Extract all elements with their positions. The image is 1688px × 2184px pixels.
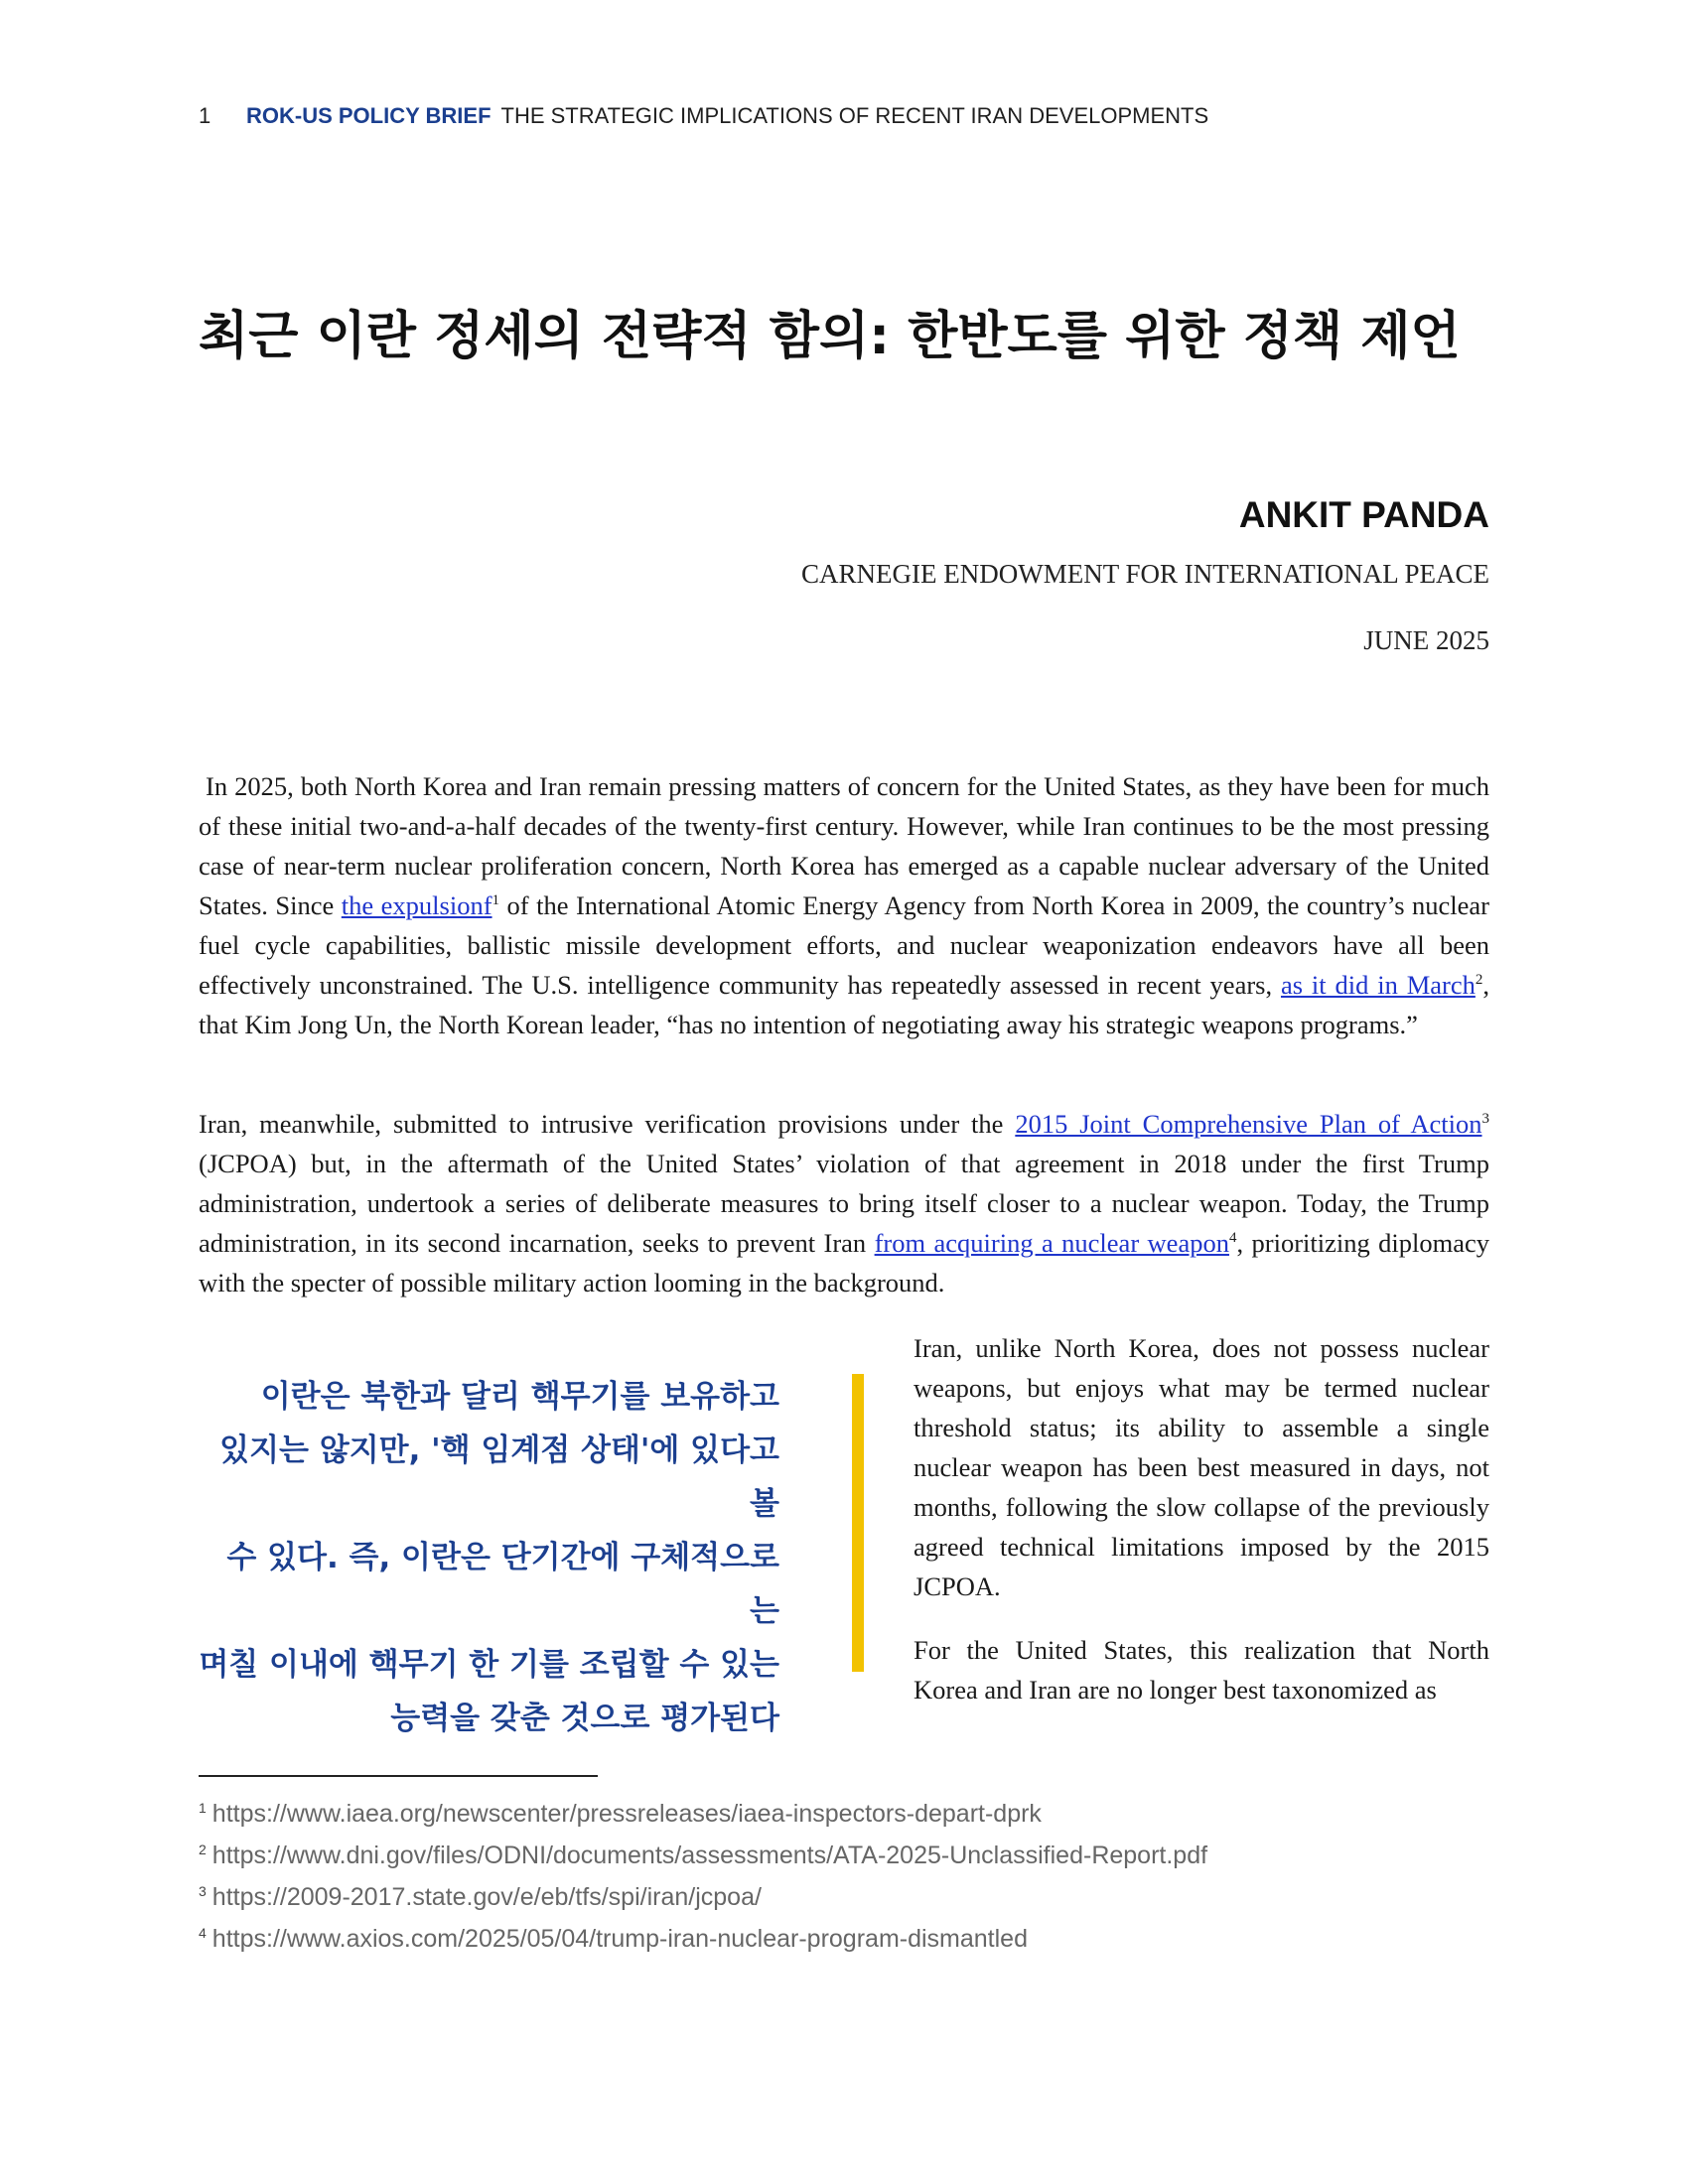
footnote-url[interactable]: https://www.iaea.org/newscenter/pressreleases/iaea-inspectors-depart-dprk: [211, 1800, 1042, 1828]
publication-date: JUNE 2025: [1363, 625, 1489, 655]
body-paragraph-2: [199, 1104, 1489, 1302]
pull-quote-line: 수 있다. 즉, 이란은 단기간에 구체적으로는: [226, 1540, 779, 1629]
author-name: ANKIT PANDA: [1238, 494, 1489, 535]
pull-quote-line: 며칠 이내에 핵무기 한 기를 조립할 수 있는: [199, 1647, 779, 1683]
footnote-number: 1: [199, 1799, 207, 1816]
footnote-ref-3[interactable]: 3: [1481, 1111, 1489, 1128]
running-header: [199, 103, 1208, 129]
column-paragraph-1: Iran, unlike North Korea, does not possess nuclear weapons, but enjoys what may be termed nuclear threshold status; its ability to assemble a single nuclear weapon has been best measured in days, not months, following the slow collapse of the previously agreed technical limitations imposed by the 2015 JCPOA.: [914, 1333, 1489, 1601]
footnote-ref-2[interactable]: 2: [1475, 972, 1483, 989]
author-affiliation: CARNEGIE ENDOWMENT FOR INTERNATIONAL PEACE: [801, 559, 1489, 589]
footnotes: [199, 1793, 1207, 1960]
footnote-url[interactable]: https://2009-2017.state.gov/e/eb/tfs/spi/iran/jcpoa/: [211, 1883, 762, 1911]
pull-quote-line: 이란은 북한과 달리 핵무기를 보유하고: [260, 1379, 779, 1415]
column-paragraph-2: For the United States, this realization that North Korea and Iran are no longer best taxonomized as: [914, 1635, 1489, 1705]
document-title: 최근 이란 정세의 전략적 함의: 한반도를 위한 정책 제언: [199, 307, 1461, 366]
footnote-1: [199, 1793, 1207, 1835]
footnote-ref-4[interactable]: 4: [1228, 1230, 1237, 1247]
paragraph-text: (JCPOA) but, in the aftermath of the United States’ violation of that agreement in 2018 under the first Trump administration, undertook a series of deliberate measures to bring itself closer to a nuclear weapon. Today, the Trump administration, in its second incarnation, seeks to prevent Iran: [199, 1149, 1489, 1258]
paragraph-text: , that Kim Jong Un, the North Korean leader, “has no intention of negotiating away his strategic weapons programs.”: [199, 970, 1489, 1039]
jcpoa-link[interactable]: 2015 Joint Comprehensive Plan of Action: [1015, 1109, 1482, 1139]
footnote-number: 3: [199, 1882, 207, 1899]
march-assessment-link[interactable]: as it did in March: [1280, 970, 1476, 1000]
footnote-number: 2: [199, 1841, 207, 1857]
series-title: THE STRATEGIC IMPLICATIONS OF RECENT IRAN DEVELOPMENTS: [500, 103, 1209, 128]
footnote-url[interactable]: https://www.dni.gov/files/ODNI/documents/assessments/ATA-2025-Unclassified-Report.pdf: [211, 1842, 1208, 1869]
paragraph-text: , prioritizing diplomacy with the specter of possible military action looming in the background.: [199, 1228, 1489, 1297]
pull-quote-line: 있지는 않지만, '핵 임계점 상태'에 있다고 볼: [219, 1433, 779, 1522]
footnote-ref-1[interactable]: 1: [492, 892, 500, 909]
paragraph-text: of the International Atomic Energy Agency from North Korea in 2009, the country’s nuclear fuel cycle capabilities, ballistic missile development efforts, and nuclear weaponization endeavors have all been effectively unconstrained. The U.S. intelligence community has repeatedly assessed in recent years,: [199, 890, 1490, 1000]
paragraph-text: Iran, meanwhile, submitted to intrusive verification provisions under the: [199, 1109, 1016, 1139]
nuclear-weapon-link[interactable]: from acquiring a nuclear weapon: [874, 1228, 1229, 1258]
pull-quote-accent-bar: [852, 1374, 864, 1672]
footnote-2: [199, 1835, 1207, 1876]
brand-label: ROK-US POLICY BRIEF: [246, 103, 492, 128]
page-number: 1: [199, 103, 211, 128]
footnote-3: [199, 1876, 1207, 1918]
footnote-url[interactable]: https://www.axios.com/2025/05/04/trump-iran-nuclear-program-dismantled: [211, 1925, 1028, 1953]
pull-quote-line: 능력을 갖춘 것으로 평가된다: [390, 1701, 779, 1736]
pull-quote: [199, 1370, 779, 1745]
expulsion-link[interactable]: the expulsionf: [341, 890, 492, 920]
body-paragraph-1: [199, 766, 1489, 1044]
footnote-number: 4: [199, 1924, 207, 1941]
footnote-4: [199, 1918, 1207, 1960]
footnote-divider: [199, 1775, 598, 1777]
paragraph-text: In 2025, both North Korea and Iran remain pressing matters of concern for the United States, as they have been for much of these initial two-and-a-half decades of the twenty-first century. However, while Iran continues to be the most pressing case of near-term nuclear proliferation concern, North Korea has emerged as a capable nuclear adversary of the United States. Since: [199, 771, 1489, 920]
